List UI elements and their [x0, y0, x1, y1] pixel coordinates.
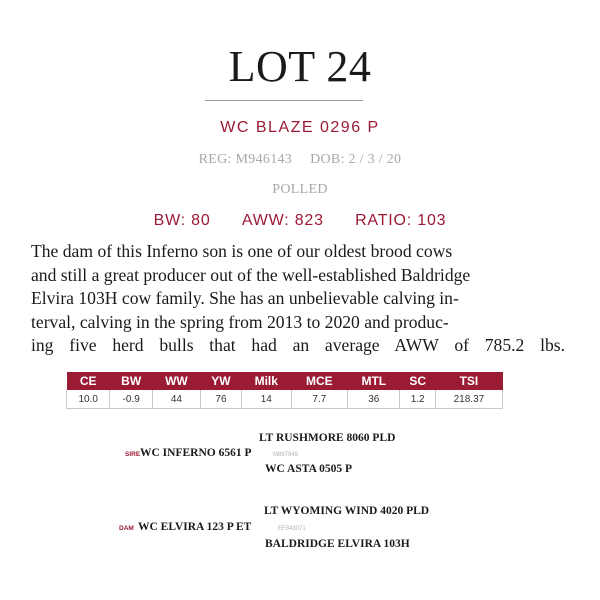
description-line: Elvira 103H cow family. She has an unbelievable calving in- — [31, 288, 459, 308]
epd-header-sc: SC — [400, 372, 435, 390]
epd-header-mtl: MTL — [348, 372, 400, 390]
sire-tag: SIRE — [125, 451, 141, 458]
title-divider — [205, 100, 363, 101]
epd-table — [66, 372, 503, 409]
epd-header-bw: BW — [110, 372, 152, 390]
epd-header-ww: WW — [152, 372, 200, 390]
registration-number: REG: M946143 — [198, 152, 293, 167]
dam-dam-name: BALDRIDGE ELVIRA 103H — [265, 538, 410, 550]
epd-value-ww: 44 — [152, 390, 200, 409]
epd-value-mtl: 36 — [348, 390, 400, 409]
epd-header-row — [67, 372, 503, 390]
sire-sire-name: LT RUSHMORE 8060 PLD — [259, 432, 396, 444]
epd-value-ce: 10.0 — [67, 390, 110, 409]
polled-label: POLLED — [272, 182, 328, 197]
sire-registration: M897949 — [273, 452, 299, 458]
dam-sire-name: LT WYOMING WIND 4020 PLD — [264, 505, 430, 517]
dam-tag: DAM — [119, 525, 134, 532]
epd-value-bw: -0.9 — [110, 390, 152, 409]
epd-value-row — [67, 390, 503, 409]
description-line: The dam of this Inferno son is one of our oldest brood cows — [31, 241, 453, 261]
epd-header-yw: YW — [200, 372, 241, 390]
epd-value-sc: 1.2 — [400, 390, 435, 409]
weights-line — [0, 212, 600, 230]
weaning-ratio: RATIO: 103 — [355, 212, 447, 229]
epd-value-milk: 14 — [242, 390, 292, 409]
animal-name: WC BLAZE 0296 P — [220, 119, 380, 136]
sire-dam-name: WC ASTA 0505 P — [265, 463, 353, 475]
description-line: ing five herd bulls that had an average AWW of 785.2 lbs. — [31, 335, 565, 355]
lot-title: LOT 24 — [228, 42, 372, 91]
adjusted-weaning-weight: AWW: 823 — [241, 212, 324, 229]
dam-registration: EF843071 — [278, 526, 306, 532]
epd-value-tsi: 218.37 — [435, 390, 502, 409]
description-line: and still a great producer out of the well-established Baldridge — [31, 264, 471, 285]
epd-header-tsi: TSI — [435, 372, 502, 390]
description-line: terval, calving in the spring from 2013 to 2020 and produc- — [31, 311, 449, 332]
lot-description — [31, 240, 565, 358]
date-of-birth: DOB: 2 / 3 / 20 — [310, 152, 402, 167]
epd-value-mce: 7.7 — [291, 390, 348, 409]
epd-header-milk: Milk — [242, 372, 292, 390]
registration-line — [0, 152, 600, 168]
birth-weight: BW: 80 — [153, 212, 211, 229]
epd-value-yw: 76 — [200, 390, 241, 409]
sire-name: WC INFERNO 6561 P — [140, 447, 252, 459]
dam-name: WC ELVIRA 123 P ET — [138, 521, 252, 533]
epd-header-ce: CE — [67, 372, 110, 390]
epd-header-mce: MCE — [291, 372, 348, 390]
